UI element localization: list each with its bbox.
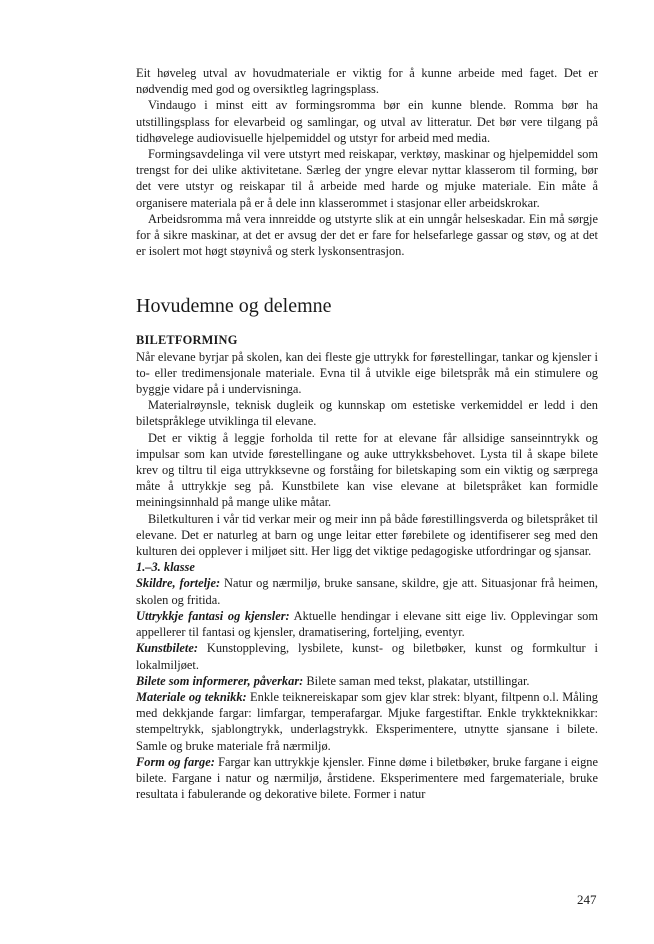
entry-label: Form og farge: xyxy=(136,754,215,769)
intro-paragraph-4: Arbeidsromma må vera innreidde og utstyrte slik at ein unngår helseskadar. Ein må sørgje for å sikre maskinar, at det er avsug der det er fare for helsefarlege gassar og støv, og at det er isolert mot høgt støynivå og sterk lyskonsentrasjon. xyxy=(136,211,598,259)
entry-text: Natur og nærmiljø, bruke sansane, skildre, gje att. Situasjonar frå heimen, skolen og fritida. xyxy=(136,576,598,607)
entry-text: Kunstoppleving, lysbilete, kunst- og biletbøker, kunst og formkultur i lokalmiljøet. xyxy=(136,641,598,672)
entry-informerer xyxy=(136,673,598,689)
page-number: 247 xyxy=(577,892,597,907)
biletforming-paragraph-2: Materialrøynsle, teknisk dugleik og kunnskap om estetiske verkemiddel er ledd i den biletspråklege utviklinga til elevane. xyxy=(136,398,598,429)
entry-label: Bilete som informerer, påverkar: xyxy=(136,673,304,688)
biletforming-paragraph-3: Det er viktig å leggje forholda til rette for at elevane får allsidige sanseinntrykk og impulsar som kan utvide førestellingane og auke uttrykksbehovet. Lysta til å skape bilete krev og tiltru til eiga uttrykksevne og forståing for biletskaping som ein viktig og særprega måte å uttrykkje seg på. Kunstbilete kan vise elevane at biletspråket kan formidle meiningsinnhald på mange ulike måtar. xyxy=(136,430,598,510)
entry-label: Skildre, fortelje: xyxy=(136,576,221,591)
biletforming-paragraph-4: Biletkulturen i vår tid verkar meir og meir inn på både førestillingsverda og biletspråket til elevane. Det er naturleg at barn og unge leitar etter førebilete og identifiserer seg med den kulturen dei opplever i miljøet sitt. Her ligg det viktige pedagogiske utfordringar og sjansar. xyxy=(136,511,598,559)
entry-label: Kunstbilete: xyxy=(136,641,198,656)
intro-paragraph-1: Eit høveleg utval av hovudmateriale er viktig for å kunne arbeide med faget. Det er nødvendig med god og oversiktleg lagringsplass. xyxy=(136,66,598,97)
subheading-biletforming: BILETFORMING xyxy=(136,333,238,348)
entry-label: Uttrykkje fantasi og kjensler: xyxy=(136,608,290,623)
entry-text: Fargar kan uttrykkje kjensler. Finne døme i biletbøker, bruke fargane i eigne bilete. Fargane i natur og nærmiljø, årstidene. Eksperimentere med fargemateriale, bruke resultata i fabulerande og dekorative bilete. Former i natur xyxy=(136,754,598,802)
entry-materiale xyxy=(136,689,598,754)
entry-form-farge xyxy=(136,754,598,803)
class-heading: 1.–3. klasse xyxy=(136,560,195,575)
entry-label: Materiale og teknikk: xyxy=(136,689,247,704)
section-heading: Hovudemne og delemne xyxy=(136,295,332,318)
entry-fantasi xyxy=(136,608,598,640)
intro-paragraph-2: Vindaugo i minst eitt av formingsromma bør ein kunne blende. Romma bør ha utstillingsplass for elevarbeid og samlingar, og utval av litteratur. Det bør vere tilgang på tidhøvelege audiovisuelle hjelpemiddel og utstyr for arbeid med media. xyxy=(136,98,598,145)
intro-paragraph-3: Formingsavdelinga vil vere utstyrt med reiskapar, verktøy, maskinar og hjelpemiddel som trengst for dei ulike aktivitetane. Særleg der yngre elevar nyttar klasserom til forming, bør det vere utstyr og reiskapar til å arbeide med harde og mjuke materiale. Ein måte å organisere materiala på er å dele inn klasserommet i stasjonar eller arbeidskrokar. xyxy=(136,147,598,210)
entry-text: Enkle teiknereiskapar som gjev klar strek: blyant, filtpenn o.l. Måling med dekkjande fargar: limfargar, temperafargar. Mjuke fargestiftar. Enkle trykkteknikkar: stempeltrykk, sjablongtrykk, underlagstrykk. Eksperimentere, utnytte sjansane i bilete. Samle og bruke materiale frå nærmiljø. xyxy=(136,689,598,753)
entry-kunstbilete xyxy=(136,640,598,672)
page-content xyxy=(136,65,598,802)
entry-text: Bilete saman med tekst, plakatar, utstillingar. xyxy=(303,673,530,688)
entry-skildre xyxy=(136,575,598,607)
biletforming-paragraph-1: Når elevane byrjar på skolen, kan dei fleste gje uttrykk for førestellingar, tankar og kjensler i to- eller tredimensjonale materiale. Evna til å utvikle eige biletspråk må ein stimulere og byggje vidare på i undervisninga. xyxy=(136,349,598,397)
entry-text: Aktuelle hendingar i elevane sitt eige liv. Opplevingar som appellerer til fantasi og kjensler, dramatisering, forteljing, eventyr. xyxy=(136,608,598,640)
